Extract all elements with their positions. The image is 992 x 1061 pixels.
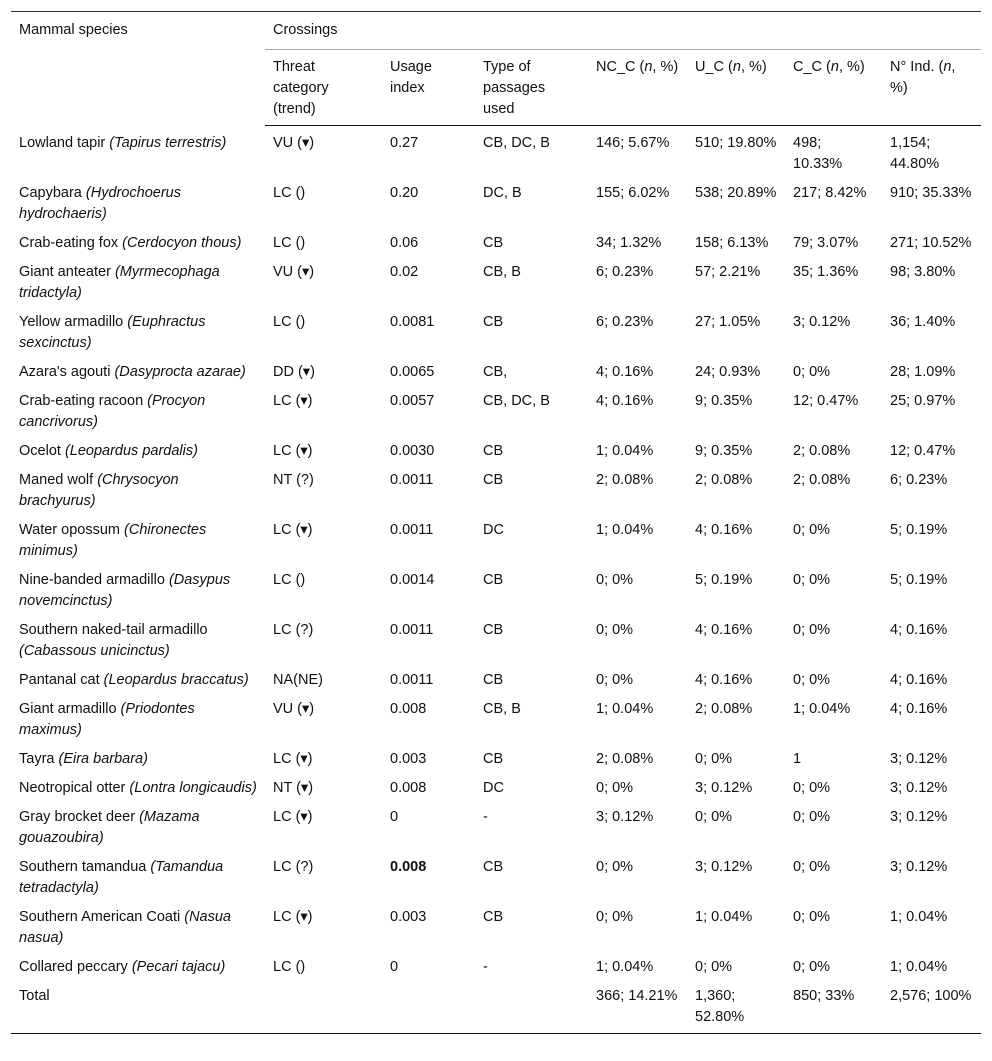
table-row [11, 355, 981, 384]
threat-cell: DD (▾) [273, 364, 315, 380]
table-row [11, 463, 981, 513]
passages-cell: CB, B [483, 264, 521, 280]
usage-index-cell: 0.0014 [390, 572, 435, 588]
usage-index-cell: 0.008 [390, 701, 427, 717]
table-row [11, 742, 981, 771]
usage-index-cell: 0.02 [390, 264, 419, 280]
crossings-header: Crossings [265, 12, 981, 50]
nc-c-cell: 4; 0.16% [596, 393, 654, 409]
c-c-header: C_C (n, %) [785, 50, 882, 126]
u-c-cell: 3; 0.12% [695, 780, 753, 796]
nc-c-header: NC_C (n, %) [588, 50, 687, 126]
nc-c-cell: 0; 0% [596, 909, 634, 925]
usage-index-cell: 0.003 [390, 909, 427, 925]
individuals-cell: 4; 0.16% [890, 672, 948, 688]
individuals-cell: 2,576; 100% [882, 979, 981, 1034]
u-c-cell: 4; 0.16% [695, 672, 753, 688]
species-cell: Giant anteater (Myrmecophaga tridactyla) [19, 264, 220, 301]
passages-cell: DC [483, 780, 504, 796]
c-c-cell: 0; 0% [793, 959, 831, 975]
passage-type-header: Type of passages used [475, 50, 588, 126]
threat-cell [265, 979, 382, 1034]
u-c-cell: 2; 0.08% [695, 701, 753, 717]
table-row [11, 305, 981, 355]
passages-cell: CB [483, 622, 504, 638]
usage-index-cell: 0.27 [390, 135, 419, 151]
passages-cell: CB [483, 672, 504, 688]
nc-c-cell: 2; 0.08% [596, 751, 654, 767]
u-c-cell: 27; 1.05% [695, 314, 761, 330]
c-c-cell: 2; 0.08% [793, 443, 851, 459]
nc-c-cell: 2; 0.08% [596, 472, 654, 488]
u-c-cell: 1,360; 52.80% [687, 979, 785, 1034]
nc-c-cell: 6; 0.23% [596, 314, 654, 330]
c-c-cell: 0; 0% [793, 672, 831, 688]
species-cell: Azara's agouti (Dasyprocta azarae) [19, 364, 246, 380]
individuals-cell: 1; 0.04% [890, 959, 948, 975]
table-row [11, 434, 981, 463]
usage-index-header: Usage index [382, 50, 475, 126]
nc-c-cell: 366; 14.21% [588, 979, 687, 1034]
individuals-cell: 36; 1.40% [890, 314, 956, 330]
passages-cell: DC, B [483, 185, 522, 201]
u-c-cell: 0; 0% [695, 751, 733, 767]
passages-cell: CB [483, 314, 504, 330]
threat-cell: LC (?) [273, 622, 314, 638]
individuals-cell: 6; 0.23% [890, 472, 948, 488]
species-cell: Nine-banded armadillo (Dasypus novemcinctus) [19, 572, 231, 609]
nc-c-cell: 0; 0% [596, 859, 634, 875]
passages-cell: CB [483, 572, 504, 588]
individuals-cell: 3; 0.12% [890, 780, 948, 796]
nc-c-cell: 1; 0.04% [596, 701, 654, 717]
usage-index-cell: 0 [390, 959, 399, 975]
individuals-cell: 3; 0.12% [890, 809, 948, 825]
passages-cell: CB [483, 443, 504, 459]
u-c-cell: 510; 19.80% [695, 135, 777, 151]
individuals-cell: 5; 0.19% [890, 522, 948, 538]
threat-cell: VU (▾) [273, 135, 315, 151]
table-row [11, 226, 981, 255]
threat-cell: LC (▾) [273, 522, 313, 538]
table-row [11, 176, 981, 226]
c-c-cell: 850; 33% [785, 979, 882, 1034]
species-cell: Water opossum (Chironectes minimus) [19, 522, 207, 559]
threat-cell: LC (▾) [273, 909, 313, 925]
passages-cell: - [483, 809, 488, 825]
passages-cell: CB [483, 235, 504, 251]
table-row [11, 513, 981, 563]
threat-cell: LC () [273, 314, 306, 330]
passages-cell: CB [483, 859, 504, 875]
nc-c-cell: 0; 0% [596, 572, 634, 588]
u-c-cell: 4; 0.16% [695, 622, 753, 638]
passages-cell: CB [483, 472, 504, 488]
individuals-cell: 3; 0.12% [890, 859, 948, 875]
c-c-cell: 498; 10.33% [793, 135, 843, 172]
threat-cell: LC () [273, 185, 306, 201]
individuals-cell: 4; 0.16% [890, 622, 948, 638]
u-c-cell: 3; 0.12% [695, 859, 753, 875]
threat-cell: LC (?) [273, 859, 314, 875]
table-row [11, 255, 981, 305]
species-cell: Yellow armadillo (Euphractus sexcinctus) [19, 314, 206, 351]
passages-cell: CB, DC, B [483, 393, 550, 409]
species-cell: Tayra (Eira barbara) [19, 751, 148, 767]
individuals-cell: 28; 1.09% [890, 364, 956, 380]
individuals-cell: 1; 0.04% [890, 909, 948, 925]
u-c-cell: 9; 0.35% [695, 393, 753, 409]
mammal-crossings-table [11, 11, 981, 1034]
nc-c-cell: 34; 1.32% [596, 235, 662, 251]
individuals-cell: 98; 3.80% [890, 264, 956, 280]
species-cell: Southern naked-tail armadillo (Cabassous unicinctus) [19, 622, 208, 659]
table-row [11, 900, 981, 950]
table-row [11, 692, 981, 742]
passages-cell: CB [483, 909, 504, 925]
nc-c-cell: 1; 0.04% [596, 443, 654, 459]
threat-cell: LC (▾) [273, 809, 313, 825]
u-c-cell: 5; 0.19% [695, 572, 753, 588]
threat-cell: LC () [273, 235, 306, 251]
table-row [11, 850, 981, 900]
c-c-cell: 0; 0% [793, 364, 831, 380]
nc-c-cell: 0; 0% [596, 622, 634, 638]
c-c-cell: 12; 0.47% [793, 393, 859, 409]
individuals-cell: 4; 0.16% [890, 701, 948, 717]
table-row [11, 384, 981, 434]
species-cell: Lowland tapir (Tapirus terrestris) [19, 134, 227, 151]
threat-cell: NT (?) [273, 472, 314, 488]
individuals-cell: 12; 0.47% [890, 443, 956, 459]
c-c-cell: 0; 0% [793, 622, 831, 638]
c-c-cell: 0; 0% [793, 522, 831, 538]
u-c-cell: 1; 0.04% [695, 909, 753, 925]
usage-index-cell: 0.0030 [390, 443, 435, 459]
c-c-cell: 217; 8.42% [793, 185, 867, 201]
individuals-cell: 910; 35.33% [890, 185, 972, 201]
species-cell: Collared peccary (Pecari tajacu) [19, 959, 226, 975]
individuals-header: N° Ind. (n, %) [882, 50, 981, 126]
nc-c-cell: 0; 0% [596, 672, 634, 688]
u-c-cell: 538; 20.89% [695, 185, 777, 201]
usage-index-cell: 0.003 [390, 751, 427, 767]
table-row [11, 613, 981, 663]
c-c-cell: 35; 1.36% [793, 264, 859, 280]
usage-index-cell: 0 [390, 809, 399, 825]
threat-cell: VU (▾) [273, 264, 315, 280]
table-row [11, 663, 981, 692]
usage-index-cell: 0.0057 [390, 393, 435, 409]
passages-cell: CB, [483, 364, 508, 380]
nc-c-cell: 1; 0.04% [596, 522, 654, 538]
table-row [11, 126, 981, 177]
usage-index-cell: 0.008 [390, 859, 427, 875]
u-c-cell: 4; 0.16% [695, 522, 753, 538]
usage-index-cell: 0.0011 [390, 622, 434, 638]
passages-cell: CB, DC, B [483, 135, 550, 151]
c-c-cell: 0; 0% [793, 572, 831, 588]
species-cell: Crab-eating fox (Cerdocyon thous) [19, 235, 242, 251]
nc-c-cell: 6; 0.23% [596, 264, 654, 280]
species-cell: Ocelot (Leopardus pardalis) [19, 443, 198, 459]
usage-index-cell: 0.0011 [390, 672, 434, 688]
table-row [11, 800, 981, 850]
table-row [11, 950, 981, 979]
table-body [11, 126, 981, 1034]
individuals-cell: 1,154; 44.80% [890, 135, 940, 172]
passages-cell: CB, B [483, 701, 521, 717]
c-c-cell: 1; 0.04% [793, 701, 851, 717]
nc-c-cell: 0; 0% [596, 780, 634, 796]
passages-cell [475, 979, 588, 1034]
species-cell: Southern tamandua (Tamandua tetradactyla) [19, 859, 224, 896]
c-c-cell: 0; 0% [793, 780, 831, 796]
species-header: Mammal species [11, 12, 265, 126]
total-row [11, 979, 981, 1034]
u-c-cell: 0; 0% [695, 959, 733, 975]
u-c-header: U_C (n, %) [687, 50, 785, 126]
header-group-row [11, 12, 981, 50]
threat-cell: NA(NE) [273, 672, 323, 688]
c-c-cell: 79; 3.07% [793, 235, 859, 251]
u-c-cell: 24; 0.93% [695, 364, 761, 380]
passages-cell: - [483, 959, 488, 975]
usage-index-cell: 0.06 [390, 235, 419, 251]
threat-cell: LC (▾) [273, 443, 313, 459]
u-c-cell: 158; 6.13% [695, 235, 769, 251]
c-c-cell: 0; 0% [793, 909, 831, 925]
species-cell: Southern American Coati (Nasua nasua) [19, 909, 231, 946]
u-c-cell: 0; 0% [695, 809, 733, 825]
u-c-cell: 2; 0.08% [695, 472, 753, 488]
nc-c-cell: 146; 5.67% [596, 135, 670, 151]
individuals-cell: 5; 0.19% [890, 572, 948, 588]
nc-c-cell: 155; 6.02% [596, 185, 670, 201]
usage-index-cell: 0.0081 [390, 314, 435, 330]
species-cell: Neotropical otter (Lontra longicaudis) [19, 780, 257, 796]
threat-cell: VU (▾) [273, 701, 315, 717]
species-cell: Total [11, 979, 265, 1034]
usage-index-cell: 0.0011 [390, 522, 434, 538]
passages-cell: CB [483, 751, 504, 767]
u-c-cell: 9; 0.35% [695, 443, 753, 459]
c-c-cell: 1 [793, 751, 802, 767]
threat-cell: LC () [273, 959, 306, 975]
passages-cell: DC [483, 522, 504, 538]
individuals-cell: 3; 0.12% [890, 751, 948, 767]
usage-index-cell: 0.008 [390, 780, 427, 796]
threat-category-header: Threat category (trend) [265, 50, 382, 126]
threat-cell: LC (▾) [273, 393, 313, 409]
usage-index-cell [382, 979, 475, 1034]
species-cell: Maned wolf (Chrysocyon brachyurus) [19, 472, 179, 509]
table-row [11, 771, 981, 800]
threat-cell: LC () [273, 572, 306, 588]
nc-c-cell: 4; 0.16% [596, 364, 654, 380]
c-c-cell: 0; 0% [793, 859, 831, 875]
species-cell: Pantanal cat (Leopardus braccatus) [19, 672, 249, 688]
individuals-cell: 25; 0.97% [890, 393, 956, 409]
c-c-cell: 2; 0.08% [793, 472, 851, 488]
threat-cell: LC (▾) [273, 751, 313, 767]
individuals-cell: 271; 10.52% [890, 235, 972, 251]
species-cell: Capybara (Hydrochoerus hydrochaeris) [19, 185, 181, 222]
c-c-cell: 0; 0% [793, 809, 831, 825]
nc-c-cell: 1; 0.04% [596, 959, 654, 975]
usage-index-cell: 0.0011 [390, 472, 434, 488]
nc-c-cell: 3; 0.12% [596, 809, 654, 825]
usage-index-cell: 0.20 [390, 185, 419, 201]
usage-index-cell: 0.0065 [390, 364, 435, 380]
species-cell: Crab-eating racoon (Procyon cancrivorus) [19, 393, 206, 430]
species-cell: Giant armadillo (Priodontes maximus) [19, 701, 195, 738]
u-c-cell: 57; 2.21% [695, 264, 761, 280]
c-c-cell: 3; 0.12% [793, 314, 851, 330]
table-row [11, 563, 981, 613]
threat-cell: NT (▾) [273, 780, 314, 796]
species-cell: Gray brocket deer (Mazama gouazoubira) [19, 809, 200, 846]
